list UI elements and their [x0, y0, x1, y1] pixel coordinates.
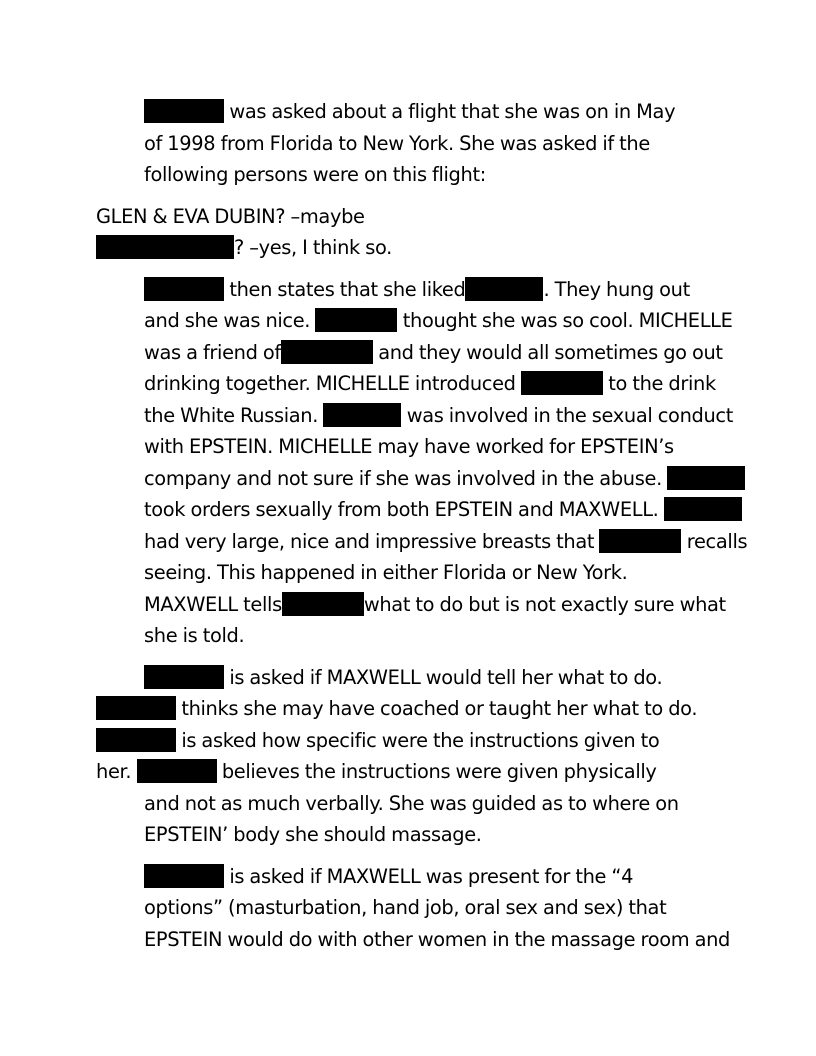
text-segment: the White Russian.: [144, 403, 324, 427]
text-line: seeing. This happened in either Florida or New York.: [144, 561, 628, 584]
text-segment: was a friend of: [144, 340, 281, 364]
text-line: [96, 400, 733, 432]
text-segment: drinking together. MICHELLE introduced: [144, 372, 521, 395]
paragraph-michelle: [96, 274, 748, 652]
text-line: of 1998 from Florida to New York. She was asked if the: [144, 131, 650, 155]
text-segment: to the drink: [602, 372, 716, 395]
text-line: she is told.: [144, 624, 245, 647]
text-segment: believes the instructions were given physically: [216, 760, 657, 783]
text-line: options” (masturbation, hand job, oral sex and sex) that: [144, 896, 667, 919]
redaction-block: [599, 529, 681, 553]
text-segment: and they would all sometimes go out: [372, 340, 723, 364]
redaction-block: [144, 864, 224, 888]
text-segment: recalls: [681, 529, 748, 553]
text-segment: . They hung out: [543, 277, 690, 301]
paragraph-options: [96, 861, 731, 956]
text-line: [96, 368, 726, 400]
text-segment: then states that she liked: [224, 277, 466, 301]
text-line: [96, 725, 726, 757]
text-segment: took orders sexually from both EPSTEIN and MAXWELL.: [144, 498, 664, 521]
text-segment: company and not sure if she was involved in the abuse.: [144, 466, 668, 490]
text-line: GLEN & EVA DUBIN? –maybe: [96, 204, 365, 228]
redaction-block: [323, 403, 401, 427]
redaction-block: [315, 308, 397, 332]
text-line: EPSTEIN would do with other women in the massage room and: [144, 927, 731, 951]
text-line: [96, 337, 726, 369]
redaction-block: [96, 235, 234, 259]
text-line: [96, 526, 748, 558]
text-line: [96, 756, 726, 788]
redaction-block: [521, 371, 603, 395]
redaction-block: [96, 728, 176, 752]
text-segment: ? –yes, I think so.: [234, 236, 392, 259]
text-segment: MAXWELL tells: [144, 592, 282, 616]
text-line: [96, 861, 726, 893]
text-segment: thought she was so cool. MICHELLE: [397, 309, 733, 332]
redaction-block: [465, 277, 543, 301]
text-line: [96, 232, 726, 264]
redaction-block: [144, 277, 224, 301]
text-segment: was asked about a flight that she was on in May: [224, 100, 676, 123]
text-segment: thinks she may have coached or taught her what to do.: [176, 697, 698, 720]
redaction-block: [144, 665, 224, 689]
text-segment: is asked if MAXWELL would tell her what to do.: [224, 665, 663, 689]
text-segment: had very large, nice and impressive breasts that: [144, 529, 600, 553]
redaction-block: [664, 497, 742, 521]
text-line: [96, 96, 726, 128]
text-segment: what to do but is not exactly sure what: [363, 592, 726, 616]
text-line: [96, 693, 726, 725]
text-line: EPSTEIN’ body she should massage.: [144, 823, 482, 846]
text-line: [96, 589, 726, 621]
text-line: [96, 494, 726, 526]
redaction-block: [667, 466, 745, 490]
text-line: following persons were on this flight:: [144, 163, 486, 186]
text-segment: and she was nice.: [144, 309, 316, 332]
text-line: and not as much verbally. She was guided as to where on: [144, 791, 679, 815]
text-line: [96, 274, 726, 306]
paragraph-passengers: [96, 201, 726, 264]
redaction-block: [282, 592, 364, 616]
redaction-block: [137, 759, 217, 783]
paragraph-flight: [96, 96, 726, 191]
redaction-block: [144, 99, 224, 123]
paragraph-instructions: [96, 662, 726, 851]
text-line: [96, 463, 726, 495]
document-page: [96, 96, 748, 965]
redaction-block: [281, 340, 373, 364]
redaction-block: [96, 696, 176, 720]
text-line: [96, 662, 726, 694]
text-segment: was involved in the sexual conduct: [401, 403, 733, 427]
text-segment: is asked if MAXWELL was present for the “4: [224, 864, 634, 888]
text-segment: her.: [96, 760, 137, 783]
text-line: with EPSTEIN. MICHELLE may have worked for EPSTEIN’s: [144, 435, 674, 458]
text-segment: is asked how specific were the instructions given to: [176, 728, 660, 752]
text-line: [96, 305, 733, 337]
